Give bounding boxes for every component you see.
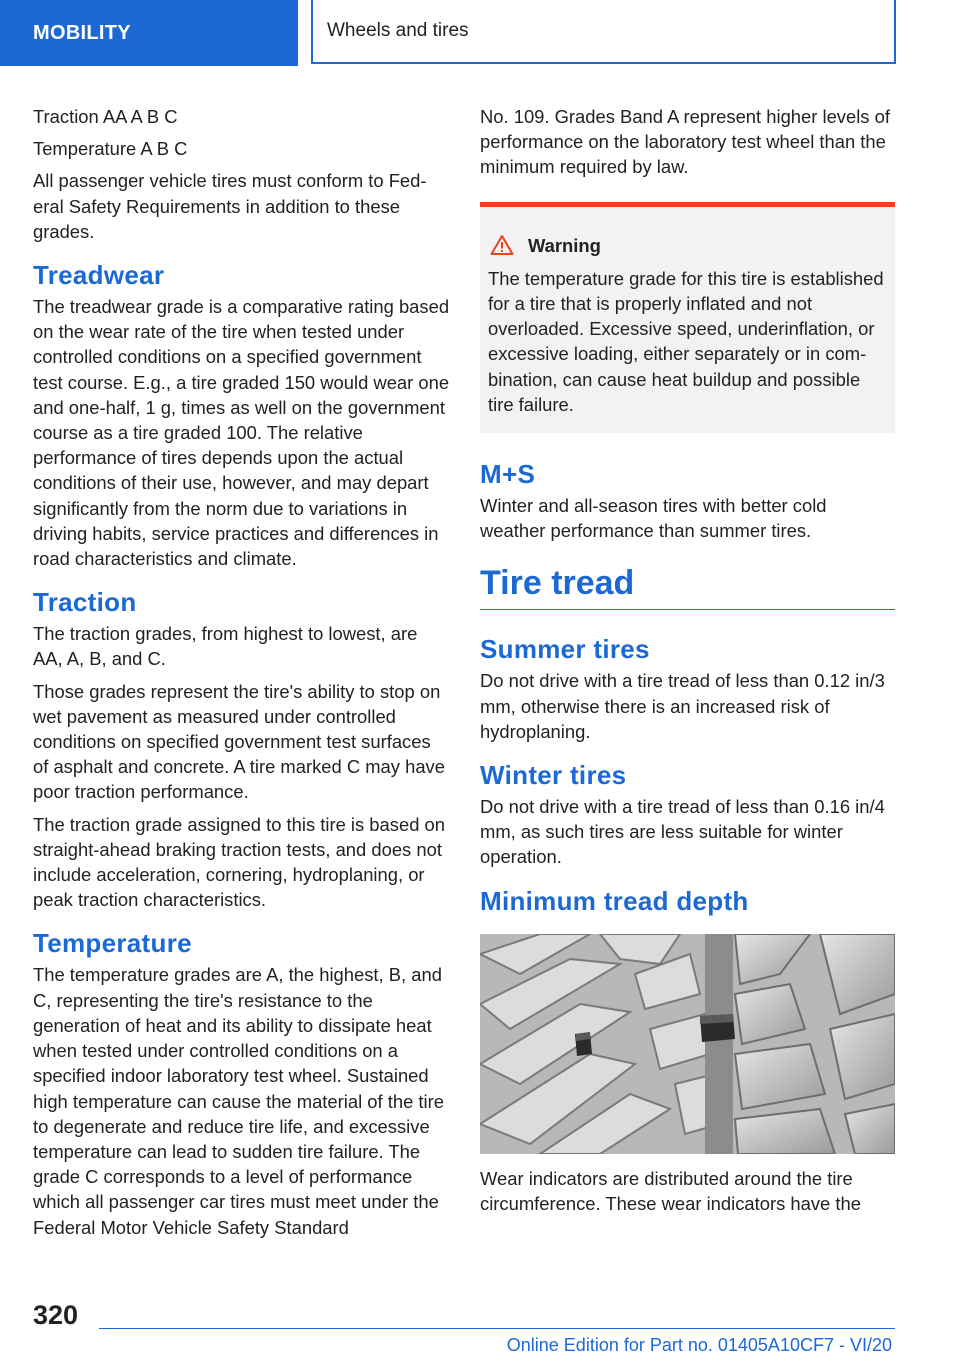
- chapter-tab[interactable]: [311, 0, 896, 64]
- conformance-paragraph: All passenger vehicle tires must conform to Federal Safety Requirements in addition to these grades.: [33, 170, 427, 242]
- ms-heading: M+S: [480, 459, 536, 490]
- left-column: [33, 104, 451, 1247]
- temperature-grades-line: Temperature A B C: [33, 138, 188, 160]
- page-number: 320: [33, 1300, 79, 1330]
- traction-heading: Traction: [33, 587, 137, 618]
- ms-paragraph: Winter and all-season tires with better cold weather performance than summer tires.: [480, 495, 827, 542]
- summer-tires-paragraph: Do not drive with a tire tread of less than 0.12 in/3 mm, otherwise there is an increased risk of hydroplaning.: [480, 670, 885, 742]
- warning-title-row: [488, 233, 887, 258]
- section-tab[interactable]: [0, 0, 298, 66]
- traction-grades-line: Traction AA A B C: [33, 106, 178, 127]
- warning-triangle-icon: [490, 234, 514, 256]
- winter-tires-heading: Winter tires: [480, 760, 627, 791]
- grades-continuation-paragraph: No. 109. Grades Band A represent higher levels of performance on the laboratory test wheel than the minimum required by law.: [480, 106, 890, 178]
- page-header: [0, 0, 960, 66]
- footer-divider: [99, 1328, 895, 1329]
- winter-tires-paragraph: Do not drive with a tire tread of less than 0.16 in/4 mm, as such tires are less suitable for winter operation.: [480, 796, 885, 868]
- traction-paragraph-2: Those grades represent the tire's ability to stop on wet pavement as measured under controlled conditions on specified government test surfaces of asphalt and concrete. A tire marked C may have poor traction performance.: [33, 680, 445, 803]
- traction-paragraph-3: The traction grade assigned to this tire is based on straight-ahead braking traction tests, and does not include acceleration, cornering, hydroplaning, or peak traction characteristics.: [33, 813, 445, 911]
- wear-indicators-paragraph: Wear indicators are distributed around the tire circumference. These wear indicators have the: [480, 1167, 861, 1214]
- tire-tread-heading: Tire tread: [480, 561, 895, 610]
- min-tread-depth-heading: Minimum tread depth: [480, 885, 749, 916]
- warning-title: Warning: [528, 234, 601, 256]
- warning-text: The temperature grade for this tire is established for a tire that is properly inflated and not overloaded. Excessive speed, underinflation, or excessive loading, either separately or in combination, can cause heat buildup and possible tire failure.: [488, 267, 884, 415]
- treadwear-paragraph: The treadwear grade is a comparative rating based on the wear rate of the tire when tested under controlled conditions on a specified government test course. E.g., a tire graded 150 would wear one and one-half, 1 g, times as well on the government course as a tire graded 100. The relative performance of tires depends upon the actual conditions of their use, however, and may depart significantly from the norm due to variations in driving habits, service practices and differences in road characteristics and climate.: [33, 296, 450, 570]
- tread-wear-indicator-image: [480, 934, 895, 1154]
- right-column: [480, 104, 895, 1223]
- chapter-label: Wheels and tires: [327, 20, 469, 41]
- warning-box: [480, 202, 895, 433]
- temperature-paragraph: The temperature grades are A, the highest, B, and C, representing the tire's resistance to the generation of heat and its ability to dissipate heat when tested under controlled conditions on a specified indoor laboratory test wheel. Sustained high temperature can cause the material of the tire to degenerate and reduce tire life, and excessive temperature can lead to sudden tire failure. The grade C corresponds to a level of performance which all passenger car tires must meet under the Federal Motor Vehicle Safety Standard: [33, 964, 444, 1238]
- section-label: MOBILITY: [33, 21, 131, 44]
- treadwear-heading: Treadwear: [33, 260, 165, 291]
- edition-note: Online Edition for Part no. 01405A10CF7 - VI/20: [506, 1335, 892, 1355]
- temperature-heading: Temperature: [33, 928, 192, 959]
- traction-paragraph-1: The traction grades, from highest to lowest, are AA, A, B, and C.: [33, 623, 418, 670]
- summer-tires-heading: Summer tires: [480, 634, 650, 665]
